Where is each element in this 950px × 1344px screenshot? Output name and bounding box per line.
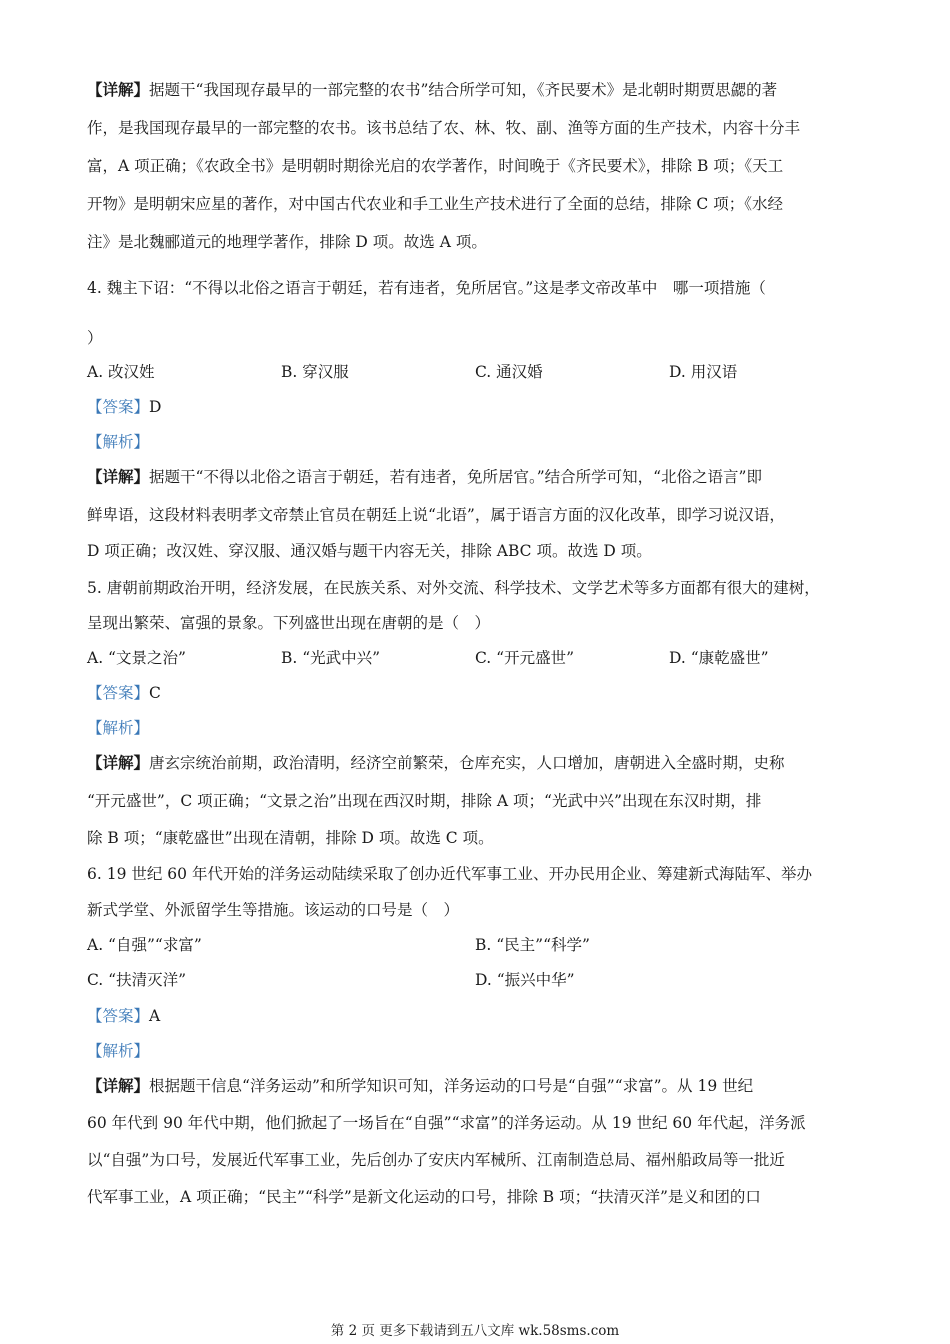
- detail-tag: 【详解】: [87, 1076, 150, 1095]
- answer-tag: 【答案】: [87, 398, 150, 416]
- q4-detail-line-2: 鲜卑语，这段材料表明孝文帝禁止官员在朝廷上说“北语”，属于语言方面的汉化改革，即学习说汉语，: [87, 506, 785, 524]
- q5-option-b: B. “光武中兴”: [281, 649, 381, 667]
- detail-tag: 【详解】: [87, 467, 150, 486]
- q3-detail-line-4: 开物》是明朝宋应星的著作，对中国古代农业和手工业生产技术进行了全面的总结，排除 C 项；《水经: [87, 195, 783, 213]
- q3-detail-line-1: 【详解】据题干“我国现存最早的一部完整的农书”结合所学可知，《齐民要术》是北朝时期贾思勰的著: [87, 80, 778, 99]
- q6-detail-line-2: 60 年代到 90 年代中期，他们掀起了一场旨在“自强”“求富”的洋务运动。从 19 世纪 60 年代起，洋务派: [87, 1114, 806, 1132]
- detail-tag: 【详解】: [87, 80, 150, 99]
- q4-stem-line-2: ）: [87, 329, 103, 347]
- q6-option-a: A. “自强”“求富”: [87, 936, 202, 954]
- detail-tag: 【详解】: [87, 753, 150, 772]
- q5-option-d: D. “康乾盛世”: [669, 649, 769, 667]
- q5-answer: 【答案】C: [87, 684, 161, 702]
- answer-tag: 【答案】: [87, 1007, 150, 1025]
- q6-detail-line-4: 代军事工业，A 项正确；“民主”“科学”是新文化运动的口号，排除 B 项；“扶清灭洋”是义和团的口: [87, 1188, 761, 1206]
- q3-detail-line-3: 富，A 项正确；《农政全书》是明朝时期徐光启的农学著作，时间晚于《齐民要术》，排除 B 项；《天工: [87, 157, 784, 175]
- q4-option-a: A. 改汉姓: [87, 363, 155, 381]
- q5-stem-line-2: 呈现出繁荣、富强的景象。下列盛世出现在唐朝的是（ ）: [87, 614, 491, 632]
- q4-option-c: C. 通汉婚: [475, 363, 543, 381]
- q5-option-c: C. “开元盛世”: [475, 649, 575, 667]
- q6-detail-line-3: 以“自强”为口号，发展近代军事工业，先后创办了安庆内军械所、江南制造总局、福州船政局等一批近: [87, 1151, 785, 1169]
- page-footer: 第 2 页 更多下载请到五八文库 wk.58sms.com: [330, 1323, 620, 1339]
- q4-detail-line-3: D 项正确；改汉姓、穿汉服、通汉婚与题干内容无关，排除 ABC 项。故选 D 项。: [87, 542, 652, 560]
- q6-detail-line-1: 【详解】根据题干信息“洋务运动”和所学知识可知，洋务运动的口号是“自强”“求富”。从 19 世纪: [87, 1076, 754, 1095]
- q4-stem-line-1: 4. 魏主下诏：“不得以北俗之语言于朝廷，若有违者，免所居官。”这是孝文帝改革中 哪一项措施（: [87, 279, 766, 297]
- q5-stem-line-1: 5. 唐朝前期政治开明，经济发展，在民族关系、对外交流、科学技术、文学艺术等多方面都有很大的建树，: [87, 579, 820, 597]
- q3-detail-line-5: 注》是北魏郦道元的地理学著作，排除 D 项。故选 A 项。: [87, 233, 487, 251]
- q5-detail-line-3: 除 B 项；“康乾盛世”出现在清朝，排除 D 项。故选 C 项。: [87, 829, 494, 847]
- q4-option-d: D. 用汉语: [669, 363, 738, 381]
- q6-option-b: B. “民主”“科学”: [475, 936, 590, 954]
- answer-tag: 【答案】: [87, 684, 150, 702]
- q5-option-a: A. “文景之治”: [87, 649, 186, 667]
- q4-detail-line-1: 【详解】据题干“不得以北俗之语言于朝廷，若有违者，免所居官。”结合所学可知，“北俗之语言”即: [87, 467, 762, 486]
- q4-option-b: B. 穿汉服: [281, 363, 349, 381]
- q4-answer: 【答案】D: [87, 398, 162, 416]
- q6-stem-line-2: 新式学堂、外派留学生等措施。该运动的口号是（ ）: [87, 901, 460, 919]
- q6-option-d: D. “振兴中华”: [475, 971, 575, 989]
- q3-detail-line-2: 作，是我国现存最早的一部完整的农书。该书总结了农、林、牧、副、渔等方面的生产技术，内容十分丰: [87, 119, 801, 137]
- q6-analysis-tag: 【解析】: [87, 1042, 150, 1060]
- q4-analysis-tag: 【解析】: [87, 433, 150, 451]
- q5-detail-line-1: 【详解】唐玄宗统治前期，政治清明，经济空前繁荣，仓库充实，人口增加，唐朝进入全盛时期，史称: [87, 753, 785, 772]
- q5-detail-line-2: “开元盛世”，C 项正确；“文景之治”出现在西汉时期，排除 A 项；“光武中兴”出现在东汉时期，排: [87, 792, 762, 810]
- q6-option-c: C. “扶清灭洋”: [87, 971, 187, 989]
- q6-answer: 【答案】A: [87, 1007, 161, 1025]
- q5-analysis-tag: 【解析】: [87, 719, 150, 737]
- q6-stem-line-1: 6. 19 世纪 60 年代开始的洋务运动陆续采取了创办近代军事工业、开办民用企业、筹建新式海陆军、举办: [87, 865, 812, 883]
